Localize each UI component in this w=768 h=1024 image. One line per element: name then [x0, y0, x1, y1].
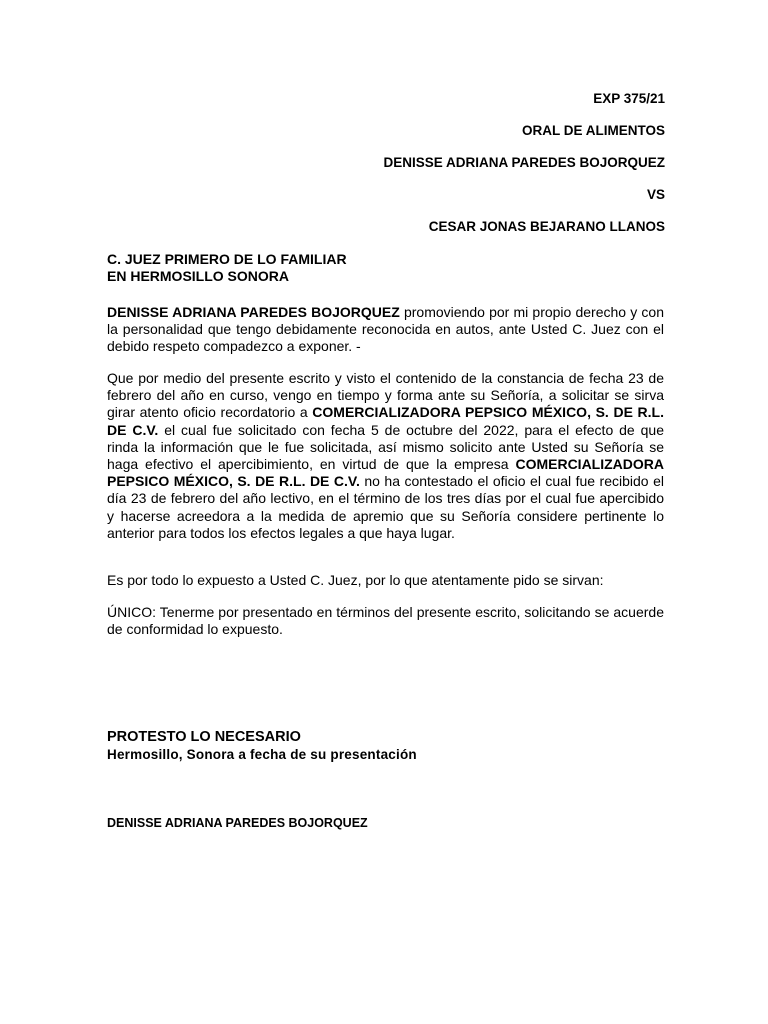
unico-paragraph: ÚNICO: Tenerme por presentado en términos del presente escrito, solicitando se acuerde de conformidad lo expuesto.: [107, 604, 664, 638]
plaintiff-name: DENISSE ADRIANA PAREDES BOJORQUEZ: [383, 155, 665, 170]
company-name-2: COMERCIALIZADORA PEPSICO MÉXICO, S. DE R.L. DE C.V.: [107, 456, 664, 490]
closing-protest: PROTESTO LO NECESARIO: [107, 729, 301, 745]
company-name-1: COMERCIALIZADORA PEPSICO MÉXICO, S. DE R.L. DE C.V.: [107, 404, 664, 438]
petition-paragraph: Es por todo lo expuesto a Usted C. Juez, por lo que atentamente pido se sirvan:: [107, 572, 604, 588]
closing-place-date: Hermosillo, Sonora a fecha de su presentación: [107, 747, 417, 762]
request-paragraph: [107, 370, 664, 542]
defendant-name: CESAR JONAS BEJARANO LLANOS: [428, 219, 665, 234]
case-number: EXP 375/21: [593, 91, 665, 106]
addressee-block: [107, 251, 347, 285]
addressee-line-2: EN HERMOSILLO SONORA: [107, 268, 290, 284]
versus-label: VS: [646, 187, 665, 202]
addressee-line-1: C. JUEZ PRIMERO DE LO FAMILIAR: [107, 251, 347, 267]
request-text-b: el cual fue solicitado con fecha 5 de octubre del 2022, para el efecto de que rinda la información que le fue solicitada, así mismo solicito ante Usted su Señoría se haga efectivo el apercibimiento, en virtud de que la empresa: [107, 421, 665, 473]
case-type: ORAL DE ALIMENTOS: [521, 123, 665, 138]
intro-name: DENISSE ADRIANA PAREDES BOJORQUEZ: [107, 304, 400, 320]
closing-block: [107, 729, 417, 763]
request-text-a: Que por medio del presente escrito y visto el contenido de la constancia de fecha 23 de febrero del año en curso, vengo en tiempo y forma ante su Señoría, a solicitar se sirva girar atento oficio recordatorio a: [107, 370, 664, 421]
intro-text: promoviendo por mi propio derecho y con la personalidad que tengo debidamente reconocida en autos, ante Usted C. Juez con el debido respeto compadezco a exponer. -: [107, 304, 664, 355]
signature-name: DENISSE ADRIANA PAREDES BOJORQUEZ: [107, 816, 368, 830]
request-text-c: no ha contestado el oficio el cual fue recibido el día 23 de febrero del año lectivo, en el término de los tres días por el cual fue apercibido y hacerse acreedora a la medida de apremio que su Señoría considere pertinente lo anterior para todos los efectos legales a que haya lugar.: [107, 473, 664, 541]
intro-paragraph: [107, 304, 664, 356]
